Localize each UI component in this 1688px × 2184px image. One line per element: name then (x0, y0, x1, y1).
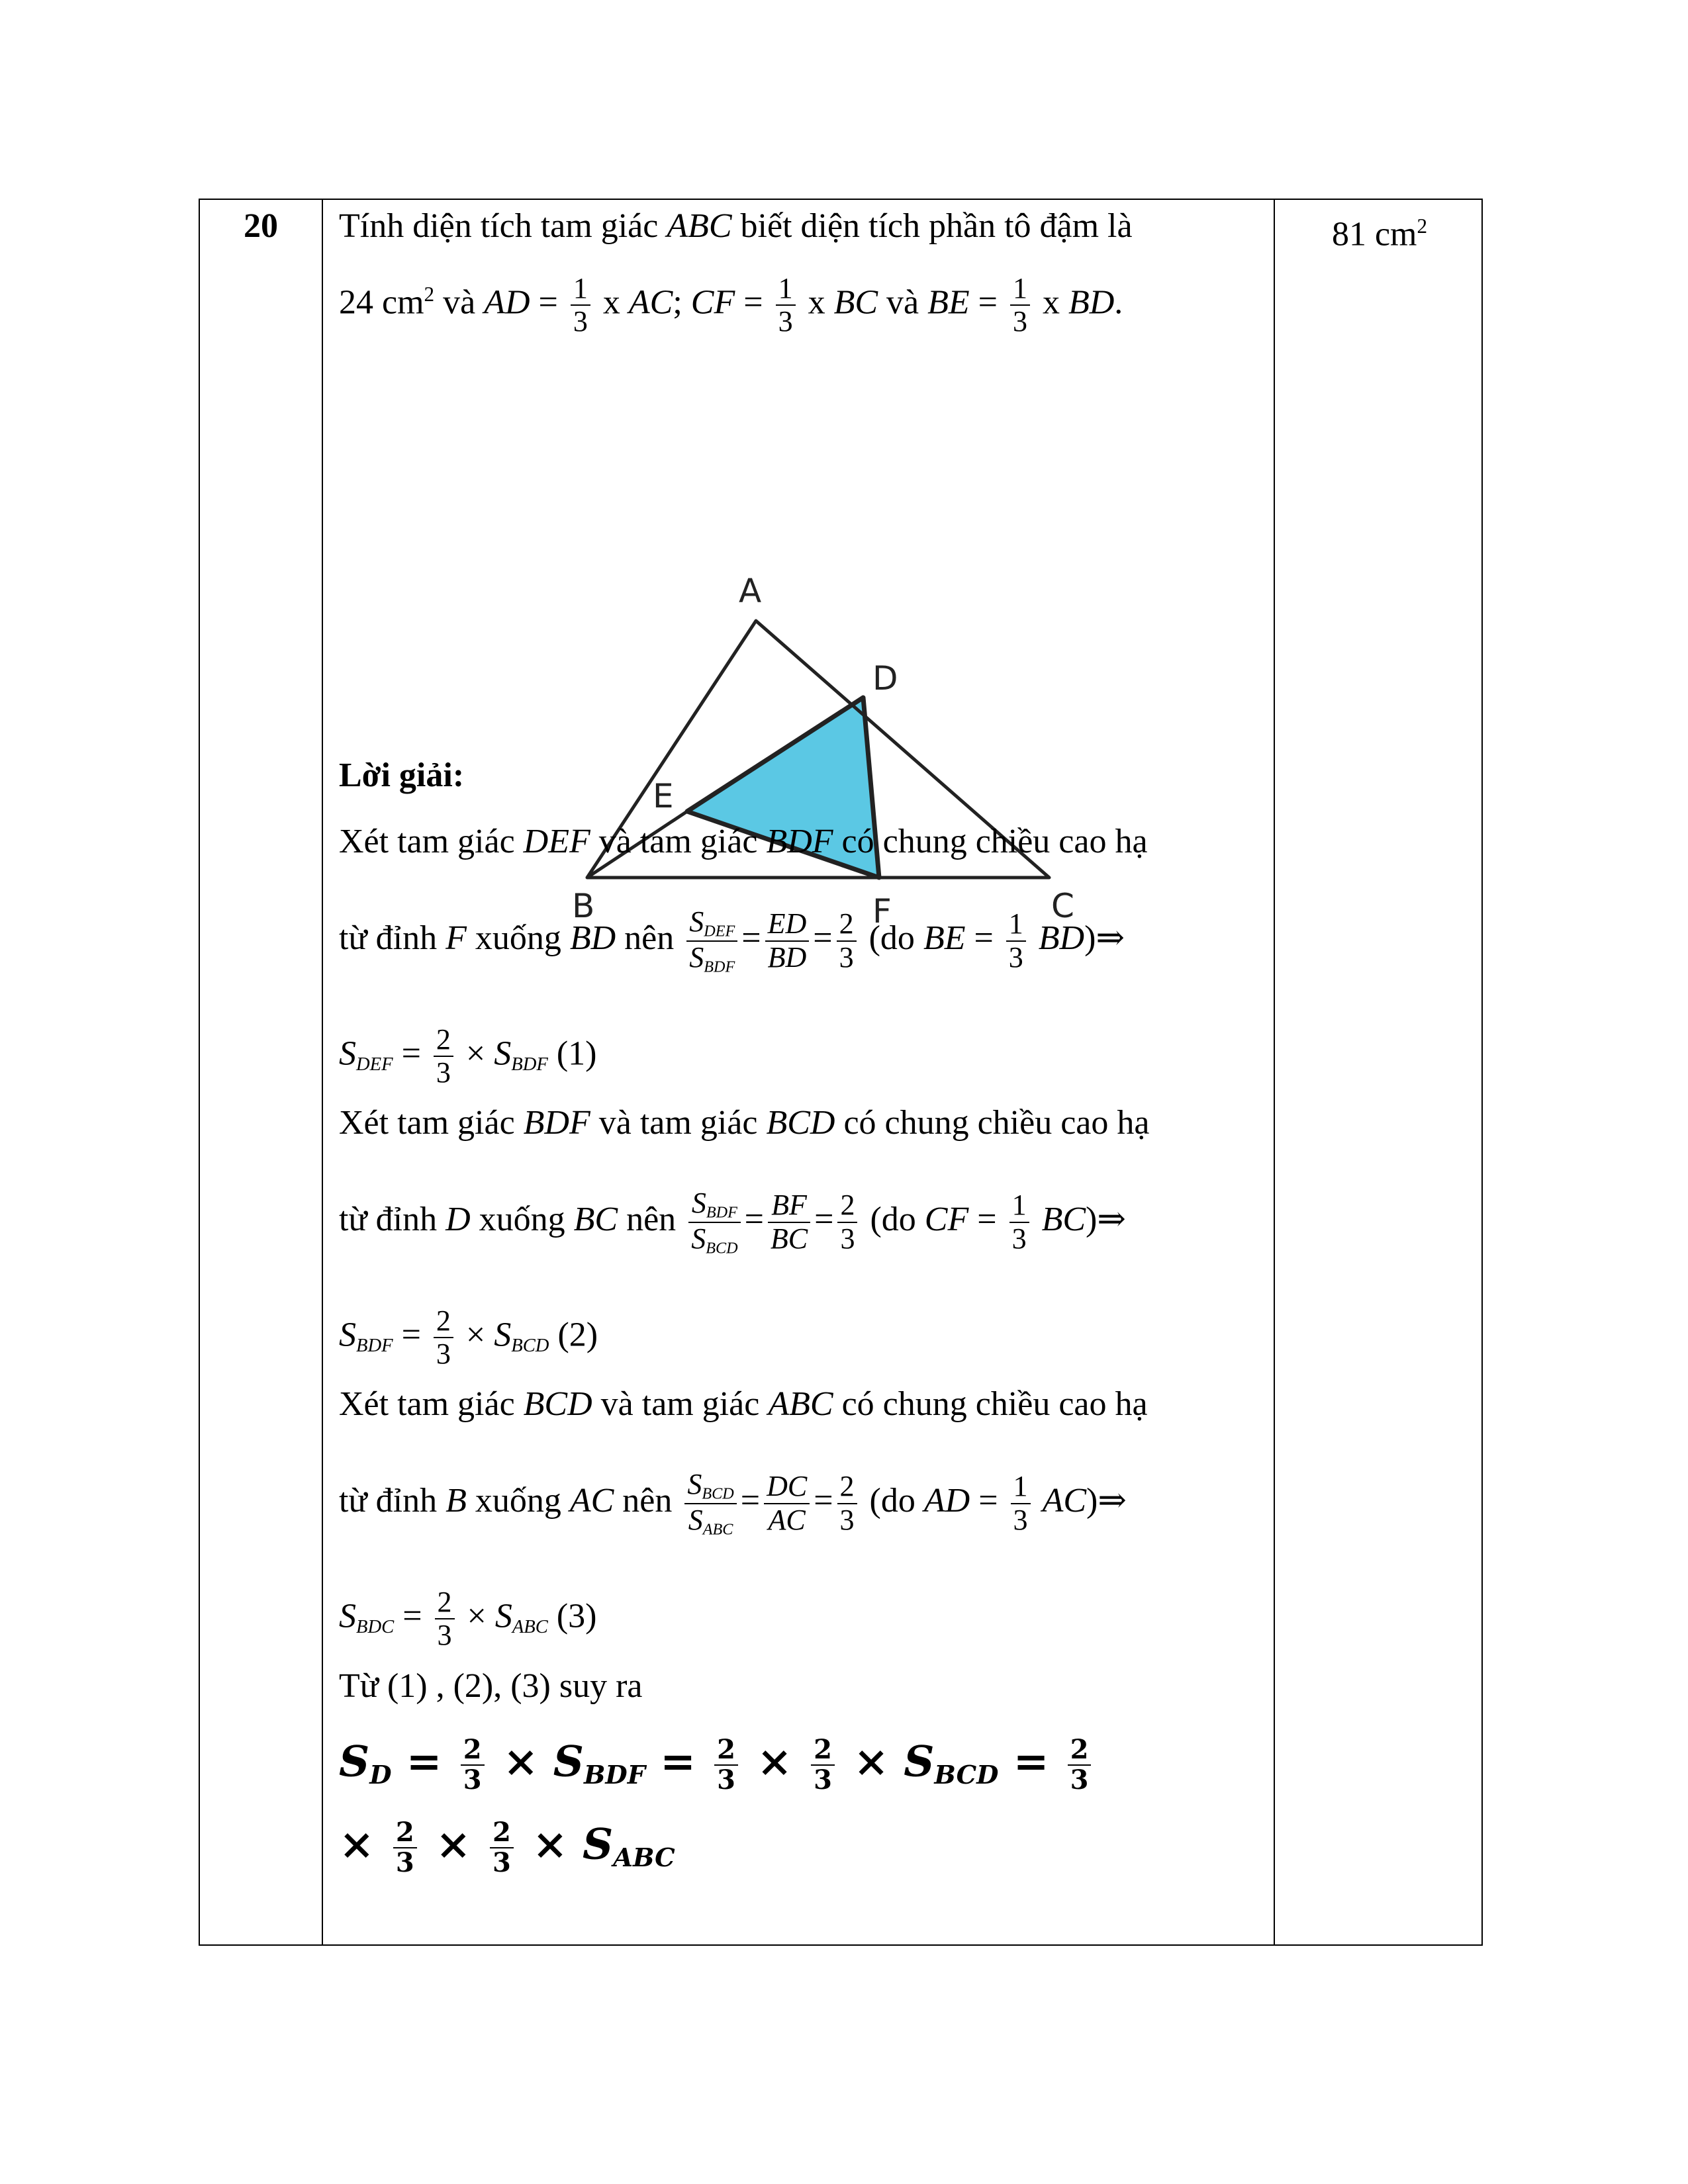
final-equation-line2: × $\frac{2}{3}$ × $\frac{2}{3}$ × $S_{ABC}$ (339, 1817, 675, 1878)
fraction: $\frac{2}{3}$ (811, 1735, 835, 1795)
step2-line1: Xét tam giác BDF và tam giác BCD có chung chiều cao hạ (339, 1104, 1150, 1142)
fraction: $\frac{1}{3}$ (776, 273, 796, 338)
conclusion-text: Từ (1) , (2), (3) suy ra (339, 1667, 643, 1705)
fraction: $\frac{1}{3}$ (571, 273, 590, 338)
fraction: $\frac{BF}{BC}$ (768, 1189, 810, 1255)
fraction: $\frac{1}{3}$ (1006, 908, 1026, 974)
solution-heading: Lời giải: (339, 756, 465, 794)
fraction: $\frac{S_{BDF}}{S_{BCD}}$ (688, 1187, 740, 1257)
label-a: A (739, 572, 762, 610)
step1-line2: từ đỉnh F xuống BD nên $\frac{S_{DEF}}{S_{BDF}}$ = $\frac{ED}{BD}$ = $\frac{2}{3}$ (do BE = $\frac{1}{3}$ BD)⇒ (339, 905, 1125, 976)
fraction: $\frac{1}{3}$ (1009, 1189, 1029, 1255)
question-line-2: 24 $cm^2$ và AD = $\frac{1}{3}$ x AC; CF = $\frac{1}{3}$ x BC và BE = $\frac{1}{3}$ x BD. (339, 272, 1123, 338)
fraction: $\frac{2}{3}$ (837, 1189, 857, 1255)
label-f: F (872, 892, 892, 931)
step3-line1: Xét tam giác BCD và tam giác ABC có chung chiều cao hạ (339, 1385, 1148, 1423)
column-divider (322, 200, 323, 1944)
fraction: $\frac{DC}{AC}$ (764, 1471, 810, 1536)
fraction: $\frac{S_{DEF}}{S_{BDF}}$ (686, 906, 737, 976)
fraction: $\frac{2}{3}$ (714, 1735, 738, 1795)
triangle-figure (538, 570, 1299, 954)
column-divider (1274, 200, 1275, 1944)
question-line-1: Tính diện tích tam giác ABC biết diện tích phần tô đậm là (339, 207, 1133, 245)
fraction: $\frac{1}{3}$ (1010, 273, 1030, 338)
label-e: E (653, 777, 674, 815)
fraction: $\frac{1}{3}$ (1011, 1471, 1031, 1536)
fraction: $\frac{2}{3}$ (434, 1024, 453, 1089)
implies-arrow: ⇒ (1096, 919, 1125, 957)
fraction: $\frac{2}{3}$ (490, 1818, 514, 1878)
fraction: $\frac{2}{3}$ (434, 1305, 453, 1371)
step3-line3: $S_{BDC}$ = $\frac{2}{3}$ × $S_{ABC}$ (3) (339, 1586, 597, 1652)
fraction: $\frac{2}{3}$ (393, 1818, 417, 1878)
step1-line1: Xét tam giác DEF và tam giác BDF có chung chiều cao hạ (339, 823, 1148, 860)
step1-line3: $S_{DEF}$ = $\frac{2}{3}$ × $S_{BDF}$ (1) (339, 1023, 597, 1089)
fraction: $\frac{2}{3}$ (1068, 1735, 1092, 1795)
fraction: $\frac{2}{3}$ (837, 908, 857, 974)
problem-number: 20 (244, 207, 278, 245)
implies-arrow: ⇒ (1097, 1200, 1126, 1238)
step2-line2: từ đỉnh D xuống BC nên $\frac{S_{BDF}}{S_{BCD}}$ = $\frac{BF}{BC}$ = $\frac{2}{3}$ (do CF = $\frac{1}{3}$ BC)⇒ (339, 1187, 1126, 1257)
fraction: $\frac{2}{3}$ (837, 1471, 857, 1536)
fraction: $\frac{ED}{BD}$ (765, 908, 810, 974)
answer-cell: 81 $cm^2$ (1331, 214, 1428, 253)
step2-line3: $S_{BDF}$ = $\frac{2}{3}$ × $S_{BCD}$ (2) (339, 1304, 598, 1371)
fraction: $\frac{2}{3}$ (435, 1586, 455, 1652)
fraction: $\frac{S_{BCD}}{S_{ABC}}$ (684, 1469, 736, 1539)
problem-table (199, 199, 1483, 1946)
implies-arrow: ⇒ (1098, 1481, 1127, 1520)
step3-line2: từ đỉnh B xuống AC nên $\frac{S_{BCD}}{S_{ABC}}$ = $\frac{DC}{AC}$ = $\frac{2}{3}$ (do AD = $\frac{1}{3}$ AC)⇒ (339, 1468, 1127, 1539)
label-d: D (872, 659, 898, 698)
fraction: $\frac{2}{3}$ (461, 1735, 485, 1795)
final-equation-line1: $S_D$ = $\frac{2}{3}$ × $S_{BDF}$ = $\frac{2}{3}$ × $\frac{2}{3}$ × $S_{BCD}$ = $\frac{2}{3}$ (339, 1735, 1095, 1796)
label-c: C (1051, 887, 1074, 925)
label-b: B (572, 887, 595, 925)
